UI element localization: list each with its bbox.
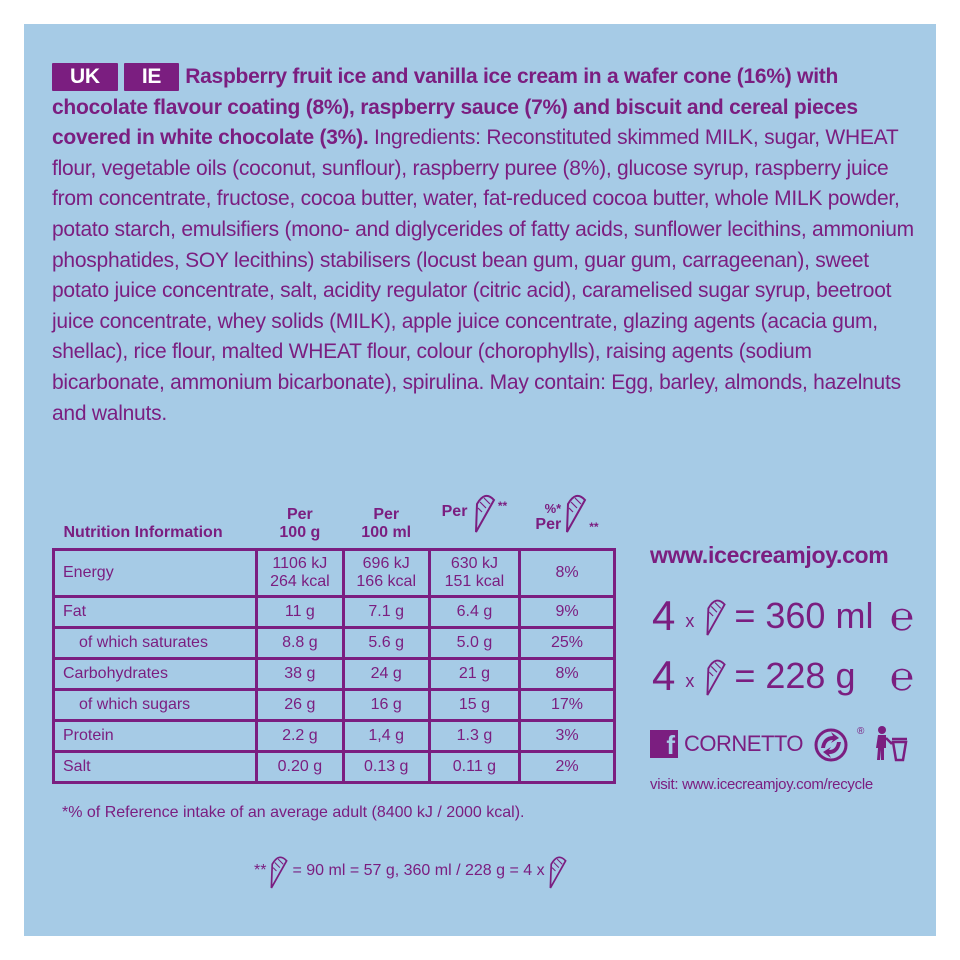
table-row <box>54 628 615 659</box>
nutrition-table <box>52 478 616 784</box>
energy-per-100g <box>257 550 343 597</box>
row-per-cone: 0.11 g <box>429 752 519 783</box>
table-row-energy <box>54 550 615 597</box>
cone-icon <box>472 490 498 534</box>
facebook-icon[interactable]: f <box>650 730 678 758</box>
row-per-100ml: 1,4 g <box>343 721 429 752</box>
row-per-100g: 38 g <box>257 659 343 690</box>
registered-mark: ® <box>857 726 865 737</box>
ingredients-paragraph <box>52 62 924 429</box>
row-per-100g: 2.2 g <box>257 721 343 752</box>
row-per-100g: 11 g <box>257 597 343 628</box>
table-row <box>54 659 615 690</box>
ingredients-list: Ingredients: Reconstituted skimmed MILK, sugar, WHEAT flour, vegetable oils (coconut, sunflour), raspberry puree (8%), glucose syrup, raspberry juice from concentrate, fructose, cocoa butter, water, fat-reduced cocoa butter, whole MILK powder, potato starch, emulsifiers (mono- and diglycerides of fatty acids, sunflower lecithins, ammonium phosphatides, SOY lecithins) stabilisers (locust bean gum, guar gum, carrageenan), sweet potato juice concentrate, salt, acidity regulator (citric acid), caramelised sugar syrup, beetroot juice concentrate, whey solids (MILK), apple juice concentrate, glazing agents (acacia gum, shellac), rice flour, malted WHEAT flour, colour (chorophylls), raising agents (sodium bicarbonate, ammonium bicarbonate), spirulina. May contain: Egg, barley, almonds, hazelnuts and walnuts. <box>52 126 914 425</box>
header-per-cone <box>429 478 519 550</box>
row-ri: 8% <box>520 659 615 690</box>
cone-icon <box>268 852 290 890</box>
brand-row <box>650 724 912 764</box>
row-label: Salt <box>54 752 257 783</box>
header-per-100ml-line2: 100 ml <box>361 524 412 541</box>
row-ri: 25% <box>520 628 615 659</box>
row-label: of which saturates <box>54 628 257 659</box>
header-per-100ml <box>343 478 429 550</box>
row-label: of which sugars <box>54 690 257 721</box>
tidyman-icon <box>872 724 912 764</box>
table-row <box>54 721 615 752</box>
energy-per-100ml <box>343 550 429 597</box>
energy-100g-kcal: 264 kcal <box>270 573 330 590</box>
quantity-times: x <box>685 610 695 631</box>
row-ri: 3% <box>520 721 615 752</box>
energy-per-cone <box>429 550 519 597</box>
equation-prefix: ** <box>254 862 267 879</box>
header-ri-per: Per <box>535 516 562 533</box>
header-ri-suffix: ** <box>589 520 599 534</box>
equation-text: = 90 ml = 57 g, 360 ml / 228 g = 4 x <box>292 862 545 879</box>
row-per-100ml: 0.13 g <box>343 752 429 783</box>
row-ri: 17% <box>520 690 615 721</box>
nutrition-table-wrapper <box>52 478 616 784</box>
energy-100ml-kj: 696 kJ <box>362 555 410 572</box>
quantity-volume <box>652 592 932 640</box>
energy-cone-kj: 630 kJ <box>450 555 498 572</box>
row-per-100ml: 16 g <box>343 690 429 721</box>
row-per-100ml: 24 g <box>343 659 429 690</box>
estimated-sign: ℮ <box>890 593 915 640</box>
quantity-weight <box>652 652 932 700</box>
product-description: Raspberry fruit ice and vanilla ice cream in a wafer cone (16%) with chocolate flavour coating (8%), raspberry sauce (7%) and biscuit and cereal pieces covered in white chocolate (3%). <box>52 65 858 150</box>
header-per-100g <box>257 478 343 550</box>
quantity-value: = 228 g <box>734 655 856 696</box>
quantity-value: = 360 ml <box>734 595 874 636</box>
header-per-100g-line1: Per <box>286 506 313 523</box>
table-row <box>54 690 615 721</box>
row-per-100g: 0.20 g <box>257 752 343 783</box>
quantity-count: 4 <box>652 592 676 639</box>
energy-100ml-kcal: 166 kcal <box>356 573 416 590</box>
energy-100g-kj: 1106 kJ <box>272 555 328 572</box>
cone-icon <box>547 852 569 890</box>
header-per-cone-suffix: ** <box>497 498 508 513</box>
row-per-100ml: 5.6 g <box>343 628 429 659</box>
row-per-cone: 21 g <box>429 659 519 690</box>
nutrition-title: Nutrition Information <box>63 524 223 541</box>
energy-cone-kcal: 151 kcal <box>444 573 505 590</box>
brand-name: CORNETTO <box>684 731 804 756</box>
row-label: Carbohydrates <box>54 659 257 690</box>
website-link[interactable]: www.icecreamjoy.com <box>650 542 889 568</box>
estimated-sign: ℮ <box>890 653 915 700</box>
quantity-count: 4 <box>652 652 676 699</box>
reference-intake-footnote: *% of Reference intake of an average adult (8400 kJ / 2000 kcal). <box>62 804 525 821</box>
cone-icon <box>702 595 730 637</box>
header-per-cone-label: Per <box>441 503 468 521</box>
table-row <box>54 597 615 628</box>
row-ri: 9% <box>520 597 615 628</box>
header-per-100g-line2: 100 g <box>279 524 321 541</box>
header-per-100ml-line1: Per <box>373 506 400 523</box>
badge-ie: IE <box>124 63 179 91</box>
serving-equation <box>254 852 569 890</box>
row-per-cone: 5.0 g <box>429 628 519 659</box>
cone-icon <box>702 655 730 697</box>
energy-label: Energy <box>54 550 257 597</box>
header-ri-per-cone <box>520 478 615 550</box>
table-row <box>54 752 615 783</box>
badge-uk: UK <box>52 63 118 91</box>
row-per-100g: 26 g <box>257 690 343 721</box>
row-per-cone: 1.3 g <box>429 721 519 752</box>
energy-ri: 8% <box>520 550 615 597</box>
recycle-link[interactable]: visit: www.icecreamjoy.com/recycle <box>650 776 873 793</box>
green-dot-icon <box>813 724 857 764</box>
row-ri: 2% <box>520 752 615 783</box>
row-label: Fat <box>54 597 257 628</box>
row-per-100ml: 7.1 g <box>343 597 429 628</box>
quantity-times: x <box>685 670 695 691</box>
header-ri-symbol: %* <box>544 501 562 516</box>
cone-icon <box>563 490 589 534</box>
nutrition-header-row <box>54 478 615 550</box>
row-per-cone: 6.4 g <box>429 597 519 628</box>
row-label: Protein <box>54 721 257 752</box>
row-per-100g: 8.8 g <box>257 628 343 659</box>
row-per-cone: 15 g <box>429 690 519 721</box>
